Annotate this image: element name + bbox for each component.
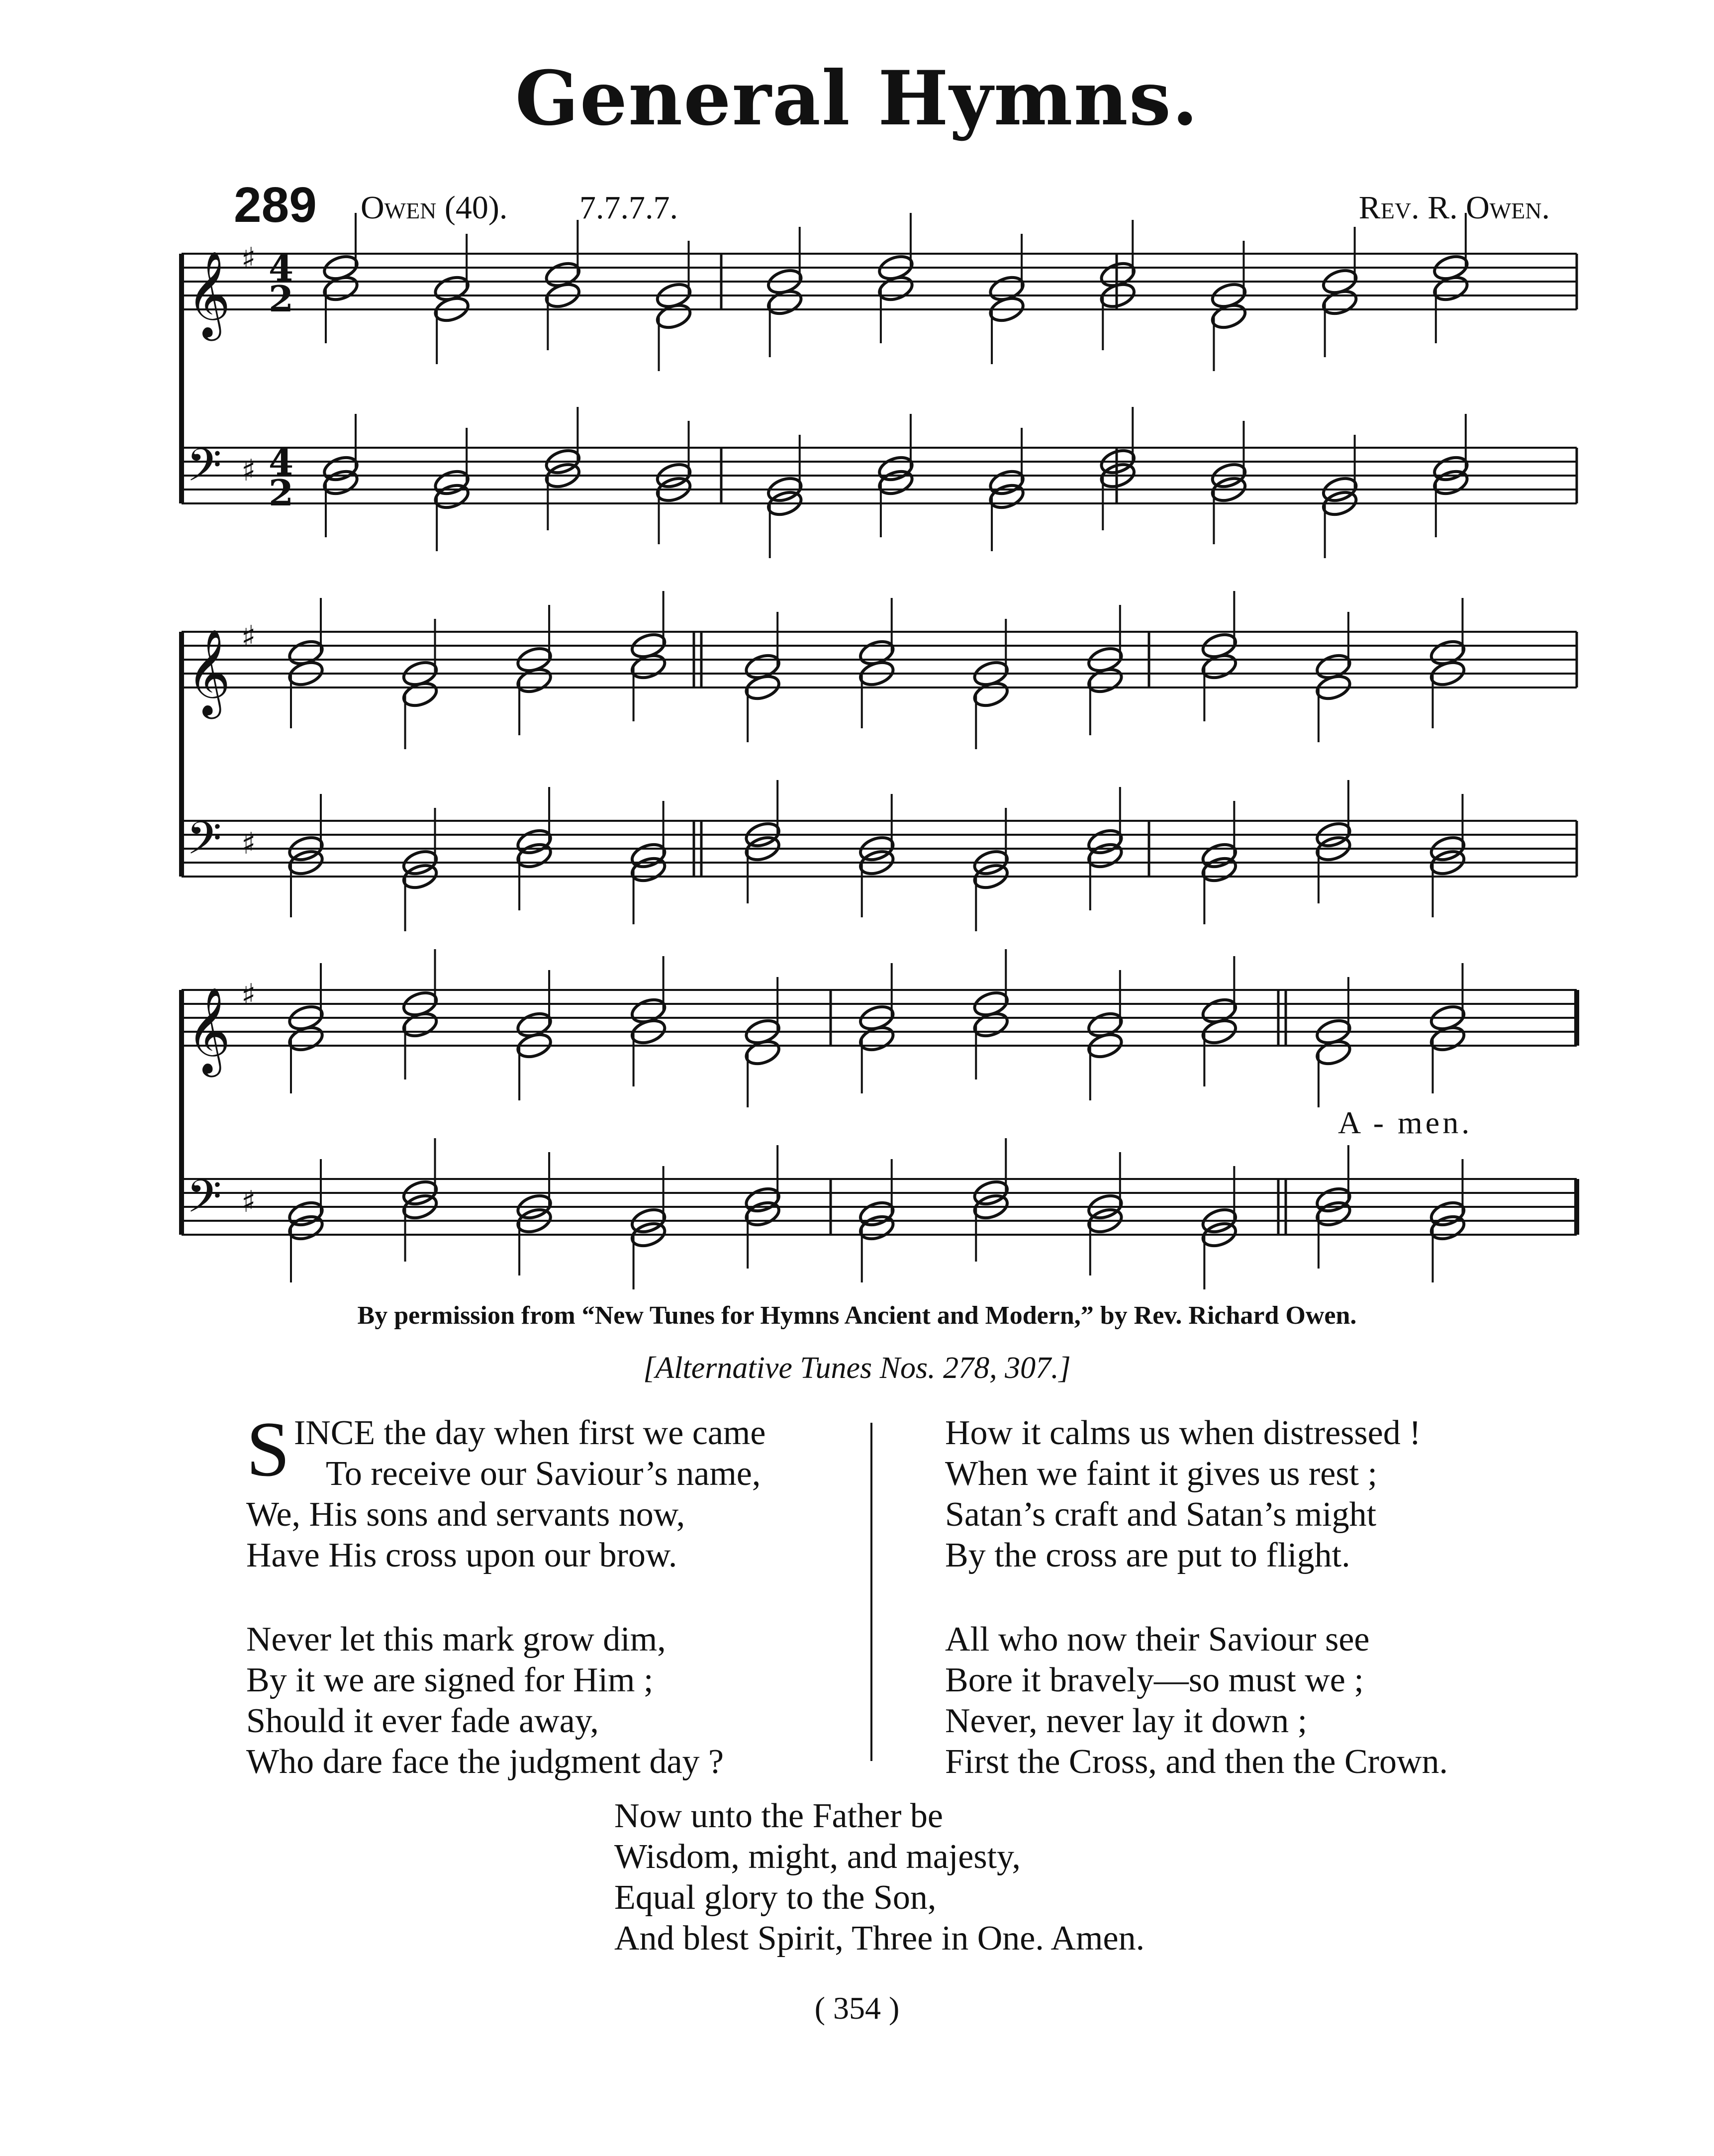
time-signature-bottom: 2 [269, 278, 294, 320]
half-note-head [1314, 1199, 1353, 1229]
sharp-key-signature-icon: ♯ [241, 619, 256, 654]
verse-line: First the Cross, and then the Crown. [945, 1743, 1448, 1781]
treble-clef-icon: 𝄞 [187, 629, 231, 715]
time-signature-top: 4 [269, 441, 294, 483]
alternative-tunes: [Alternative Tunes Nos. 278, 307.] [643, 1351, 1071, 1385]
verse-line: Wisdom, might, and majesty, [614, 1838, 1021, 1876]
half-note-head [629, 855, 668, 885]
bass-clef-icon: 𝄢 [187, 439, 222, 502]
sharp-key-signature-icon: ♯ [241, 1184, 256, 1219]
sharp-key-signature-icon: ♯ [241, 826, 256, 861]
hymn-number: 289 [234, 177, 317, 233]
sharp-key-signature-icon: ♯ [241, 978, 256, 1012]
verse-line: INCE the day when first we came [293, 1414, 766, 1452]
column-divider [870, 1423, 872, 1761]
verse-line: By the cross are put to flight. [945, 1536, 1350, 1574]
time-signature-top: 4 [269, 247, 294, 289]
amen-lyric: A - men. [1338, 1105, 1473, 1140]
permission-note: By permission from “New Tunes for Hymns Ancient and Modern,” by Rev. Richard Owen. [357, 1301, 1357, 1330]
half-note-head [432, 482, 471, 512]
verse-line: Have His cross upon our brow. [246, 1536, 677, 1574]
half-note-head [743, 1199, 782, 1229]
half-note-head [286, 1213, 325, 1243]
bass-clef-icon: 𝄢 [187, 812, 222, 876]
verse-line: Now unto the Father be [614, 1797, 943, 1835]
half-note-head [1431, 468, 1470, 498]
verse-line: We, His sons and servants now, [246, 1495, 685, 1534]
verse-line: Equal glory to the Son, [614, 1878, 937, 1917]
sharp-key-signature-icon: ♯ [241, 453, 256, 488]
meter: 7.7.7.7. [579, 190, 678, 226]
time-signature-bottom: 2 [269, 472, 294, 514]
verse-1 [246, 1406, 853, 1576]
verse-line: And blest Spirit, Three in One. Amen. [614, 1919, 1145, 1958]
verse-line: To receive our Saviour’s name, [326, 1455, 761, 1493]
half-note-head [1200, 855, 1239, 885]
half-note-head [876, 468, 915, 498]
half-note-head [857, 1213, 896, 1243]
verse-3 [945, 1413, 1592, 1576]
treble-clef-icon: 𝄞 [187, 251, 231, 337]
page-number: ( 354 ) [814, 1990, 900, 2026]
verse-line: All who now their Saviour see [945, 1620, 1370, 1659]
half-note-head [1428, 1213, 1467, 1243]
verse-line: Who dare face the judgment day ? [246, 1743, 724, 1781]
verse-2 [246, 1619, 853, 1782]
verse-line: Bore it bravely—so must we ; [945, 1661, 1364, 1699]
half-note-head [515, 841, 554, 871]
verse-4 [945, 1619, 1592, 1782]
verse-line: Should it ever fade away, [246, 1702, 599, 1740]
verse-line: How it calms us when distressed ! [945, 1414, 1421, 1452]
half-note-head [1086, 841, 1125, 871]
composer: Rev. R. Owen. [1358, 190, 1550, 226]
half-note-head [321, 468, 360, 498]
bass-clef-icon: 𝄢 [187, 1170, 222, 1234]
doxology [614, 1796, 1360, 1959]
verse-line: By it we are signed for Him ; [246, 1661, 654, 1699]
verse-line: When we faint it gives us rest ; [945, 1455, 1377, 1493]
tune-name: Owen (40). [361, 190, 508, 226]
sharp-key-signature-icon: ♯ [241, 241, 256, 276]
half-note-head [987, 482, 1026, 512]
verse-line: Never, never lay it down ; [945, 1702, 1308, 1740]
treble-clef-icon: 𝄞 [187, 987, 231, 1074]
verse-line: Never let this mark grow dim, [246, 1620, 666, 1659]
verse-line: Satan’s craft and Satan’s might [945, 1495, 1377, 1534]
drop-cap: S [246, 1406, 290, 1493]
page-title: General Hymns. [515, 55, 1199, 142]
